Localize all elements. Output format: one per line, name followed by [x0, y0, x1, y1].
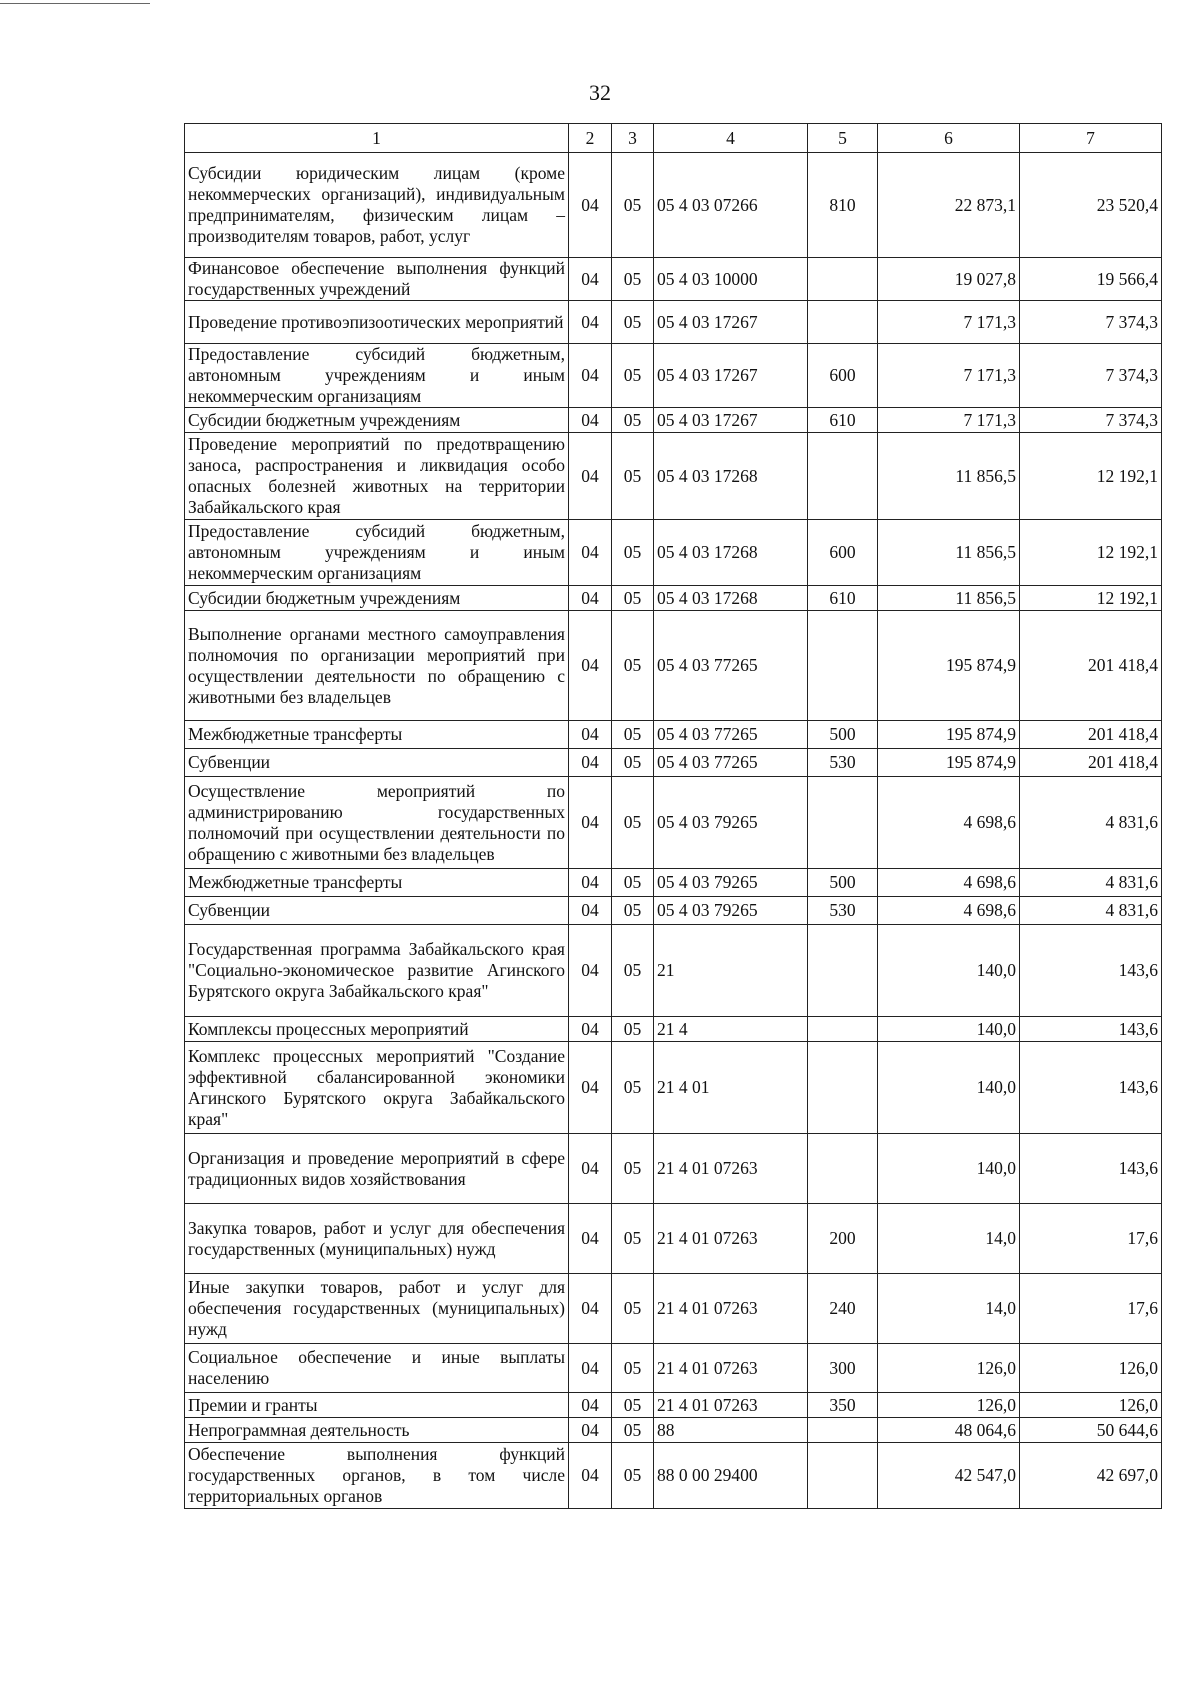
target-article-cell: 05 4 03 17268	[654, 433, 808, 520]
row-name-cell: Закупка товаров, работ и услуг для обеспечения государственных (муниципальных) нужд	[185, 1204, 569, 1274]
expense-type-cell	[808, 777, 878, 869]
amount-year1-cell: 126,0	[878, 1393, 1020, 1418]
table-row	[185, 301, 1162, 344]
table-row	[185, 586, 1162, 611]
page-number: 32	[589, 80, 611, 105]
amount-year1-cell: 4 698,6	[878, 777, 1020, 869]
header-col-6: 6	[878, 124, 1020, 153]
section-cell: 04	[569, 1204, 612, 1274]
amount-year1-cell: 48 064,6	[878, 1418, 1020, 1443]
subsection-cell: 05	[612, 153, 654, 258]
expense-type-cell	[808, 1042, 878, 1134]
row-name-cell: Субсидии бюджетным учреждениям	[185, 586, 569, 611]
expense-type-cell	[808, 1017, 878, 1042]
section-cell: 04	[569, 520, 612, 586]
expense-type-cell	[808, 925, 878, 1017]
table-row	[185, 258, 1162, 301]
target-article-cell: 88	[654, 1418, 808, 1443]
amount-year2-cell: 126,0	[1020, 1393, 1162, 1418]
expense-type-cell	[808, 1443, 878, 1509]
expense-type-cell: 530	[808, 897, 878, 925]
row-name-cell: Государственная программа Забайкальского края "Социально-экономическое развитие Агинского Бурятского округа Забайкальского края"	[185, 925, 569, 1017]
subsection-cell: 05	[612, 258, 654, 301]
row-name-cell: Обеспечение выполнения функций государственных органов, в том числе территориальных органов	[185, 1443, 569, 1509]
table-row	[185, 611, 1162, 721]
section-cell: 04	[569, 408, 612, 433]
amount-year1-cell: 11 856,5	[878, 520, 1020, 586]
target-article-cell: 05 4 03 17268	[654, 586, 808, 611]
target-article-cell: 05 4 03 10000	[654, 258, 808, 301]
table-row	[185, 1204, 1162, 1274]
section-cell: 04	[569, 1017, 612, 1042]
row-name-cell: Финансовое обеспечение выполнения функций государственных учреждений	[185, 258, 569, 301]
amount-year2-cell: 4 831,6	[1020, 869, 1162, 897]
subsection-cell: 05	[612, 433, 654, 520]
expense-type-cell: 200	[808, 1204, 878, 1274]
expense-type-cell	[808, 1418, 878, 1443]
table-row	[185, 1274, 1162, 1344]
subsection-cell: 05	[612, 897, 654, 925]
amount-year2-cell: 7 374,3	[1020, 301, 1162, 344]
subsection-cell: 05	[612, 1344, 654, 1393]
expense-type-cell: 500	[808, 721, 878, 749]
amount-year1-cell: 14,0	[878, 1274, 1020, 1344]
table-row	[185, 925, 1162, 1017]
section-cell: 04	[569, 777, 612, 869]
target-article-cell: 05 4 03 79265	[654, 897, 808, 925]
section-cell: 04	[569, 586, 612, 611]
row-name-cell: Межбюджетные трансферты	[185, 721, 569, 749]
amount-year1-cell: 11 856,5	[878, 433, 1020, 520]
amount-year2-cell: 4 831,6	[1020, 777, 1162, 869]
expense-type-cell: 610	[808, 408, 878, 433]
expense-type-cell: 810	[808, 153, 878, 258]
target-article-cell: 21	[654, 925, 808, 1017]
table-row	[185, 1042, 1162, 1134]
expense-type-cell	[808, 1134, 878, 1204]
header-col-2: 2	[569, 124, 612, 153]
section-cell: 04	[569, 153, 612, 258]
budget-table	[184, 123, 1162, 1509]
table-row	[185, 1393, 1162, 1418]
amount-year1-cell: 140,0	[878, 1017, 1020, 1042]
subsection-cell: 05	[612, 869, 654, 897]
amount-year2-cell: 143,6	[1020, 1042, 1162, 1134]
amount-year1-cell: 126,0	[878, 1344, 1020, 1393]
row-name-cell: Иные закупки товаров, работ и услуг для обеспечения государственных (муниципальных) нужд	[185, 1274, 569, 1344]
amount-year1-cell: 4 698,6	[878, 869, 1020, 897]
target-article-cell: 05 4 03 77265	[654, 749, 808, 777]
row-name-cell: Субсидии бюджетным учреждениям	[185, 408, 569, 433]
header-col-3: 3	[612, 124, 654, 153]
header-col-5: 5	[808, 124, 878, 153]
expense-type-cell: 500	[808, 869, 878, 897]
row-name-cell: Предоставление субсидий бюджетным, автономным учреждениям и иным некоммерческим организациям	[185, 344, 569, 408]
subsection-cell: 05	[612, 1393, 654, 1418]
target-article-cell: 21 4 01 07263	[654, 1344, 808, 1393]
amount-year1-cell: 42 547,0	[878, 1443, 1020, 1509]
row-name-cell: Субсидии юридическим лицам (кроме некоммерческих организаций), индивидуальным предпринимателям, физическим лицам – производителям товаров, работ, услуг	[185, 153, 569, 258]
header-col-7: 7	[1020, 124, 1162, 153]
expense-type-cell	[808, 258, 878, 301]
subsection-cell: 05	[612, 721, 654, 749]
table-row	[185, 1344, 1162, 1393]
section-cell: 04	[569, 1134, 612, 1204]
table-row	[185, 433, 1162, 520]
amount-year2-cell: 12 192,1	[1020, 520, 1162, 586]
row-name-cell: Комплексы процессных мероприятий	[185, 1017, 569, 1042]
amount-year1-cell: 19 027,8	[878, 258, 1020, 301]
table-row	[185, 721, 1162, 749]
row-name-cell: Премии и гранты	[185, 1393, 569, 1418]
amount-year1-cell: 7 171,3	[878, 408, 1020, 433]
table-row	[185, 153, 1162, 258]
header-row	[185, 124, 1162, 153]
section-cell: 04	[569, 433, 612, 520]
amount-year2-cell: 50 644,6	[1020, 1418, 1162, 1443]
amount-year2-cell: 17,6	[1020, 1204, 1162, 1274]
table-row	[185, 869, 1162, 897]
amount-year1-cell: 140,0	[878, 1134, 1020, 1204]
expense-type-cell: 600	[808, 344, 878, 408]
target-article-cell: 21 4 01 07263	[654, 1134, 808, 1204]
table-row	[185, 1017, 1162, 1042]
expense-type-cell: 350	[808, 1393, 878, 1418]
target-article-cell: 88 0 00 29400	[654, 1443, 808, 1509]
section-cell: 04	[569, 869, 612, 897]
amount-year2-cell: 126,0	[1020, 1344, 1162, 1393]
amount-year1-cell: 14,0	[878, 1204, 1020, 1274]
subsection-cell: 05	[612, 1443, 654, 1509]
amount-year1-cell: 195 874,9	[878, 749, 1020, 777]
amount-year1-cell: 7 171,3	[878, 301, 1020, 344]
amount-year1-cell: 7 171,3	[878, 344, 1020, 408]
table-body	[185, 153, 1162, 1509]
amount-year2-cell: 143,6	[1020, 1134, 1162, 1204]
amount-year2-cell: 12 192,1	[1020, 586, 1162, 611]
section-cell: 04	[569, 1418, 612, 1443]
table-row	[185, 1134, 1162, 1204]
subsection-cell: 05	[612, 1017, 654, 1042]
table-row	[185, 520, 1162, 586]
target-article-cell: 05 4 03 77265	[654, 611, 808, 721]
target-article-cell: 05 4 03 17267	[654, 301, 808, 344]
row-name-cell: Предоставление субсидий бюджетным, автономным учреждениям и иным некоммерческим организациям	[185, 520, 569, 586]
expense-type-cell	[808, 433, 878, 520]
amount-year2-cell: 201 418,4	[1020, 749, 1162, 777]
row-name-cell: Организация и проведение мероприятий в сфере традиционных видов хозяйствования	[185, 1134, 569, 1204]
section-cell: 04	[569, 897, 612, 925]
subsection-cell: 05	[612, 408, 654, 433]
target-article-cell: 21 4 01 07263	[654, 1274, 808, 1344]
subsection-cell: 05	[612, 1134, 654, 1204]
subsection-cell: 05	[612, 1274, 654, 1344]
target-article-cell: 21 4	[654, 1017, 808, 1042]
subsection-cell: 05	[612, 777, 654, 869]
subsection-cell: 05	[612, 1418, 654, 1443]
subsection-cell: 05	[612, 1204, 654, 1274]
row-name-cell: Проведение противоэпизоотических мероприятий	[185, 301, 569, 344]
header-col-4: 4	[654, 124, 808, 153]
target-article-cell: 05 4 03 79265	[654, 777, 808, 869]
table-row	[185, 344, 1162, 408]
table-row	[185, 897, 1162, 925]
expense-type-cell: 530	[808, 749, 878, 777]
row-name-cell: Непрограммная деятельность	[185, 1418, 569, 1443]
expense-type-cell: 240	[808, 1274, 878, 1344]
subsection-cell: 05	[612, 925, 654, 1017]
expense-type-cell	[808, 301, 878, 344]
section-cell: 04	[569, 1344, 612, 1393]
target-article-cell: 05 4 03 79265	[654, 869, 808, 897]
subsection-cell: 05	[612, 611, 654, 721]
section-cell: 04	[569, 258, 612, 301]
table-row	[185, 777, 1162, 869]
amount-year2-cell: 12 192,1	[1020, 433, 1162, 520]
amount-year2-cell: 23 520,4	[1020, 153, 1162, 258]
row-name-cell: Социальное обеспечение и иные выплаты населению	[185, 1344, 569, 1393]
target-article-cell: 05 4 03 17267	[654, 344, 808, 408]
subsection-cell: 05	[612, 586, 654, 611]
amount-year2-cell: 201 418,4	[1020, 611, 1162, 721]
table-row	[185, 749, 1162, 777]
section-cell: 04	[569, 925, 612, 1017]
target-article-cell: 05 4 03 17267	[654, 408, 808, 433]
amount-year2-cell: 19 566,4	[1020, 258, 1162, 301]
amount-year2-cell: 4 831,6	[1020, 897, 1162, 925]
amount-year1-cell: 22 873,1	[878, 153, 1020, 258]
amount-year2-cell: 7 374,3	[1020, 408, 1162, 433]
row-name-cell: Осуществление мероприятий по администрированию государственных полномочий при осуществлении деятельности по обращению с животными без владельцев	[185, 777, 569, 869]
expense-type-cell: 300	[808, 1344, 878, 1393]
amount-year1-cell: 4 698,6	[878, 897, 1020, 925]
section-cell: 04	[569, 749, 612, 777]
top-rule	[0, 3, 150, 4]
row-name-cell: Проведение мероприятий по предотвращению заноса, распространения и ликвидация особо опасных болезней животных на территории Забайкальского края	[185, 433, 569, 520]
subsection-cell: 05	[612, 749, 654, 777]
row-name-cell: Субвенции	[185, 897, 569, 925]
target-article-cell: 05 4 03 17268	[654, 520, 808, 586]
section-cell: 04	[569, 1443, 612, 1509]
subsection-cell: 05	[612, 520, 654, 586]
section-cell: 04	[569, 301, 612, 344]
section-cell: 04	[569, 611, 612, 721]
amount-year1-cell: 195 874,9	[878, 611, 1020, 721]
target-article-cell: 21 4 01	[654, 1042, 808, 1134]
section-cell: 04	[569, 1042, 612, 1134]
section-cell: 04	[569, 721, 612, 749]
amount-year1-cell: 140,0	[878, 1042, 1020, 1134]
subsection-cell: 05	[612, 1042, 654, 1134]
amount-year1-cell: 140,0	[878, 925, 1020, 1017]
header-col-1: 1	[185, 124, 569, 153]
expense-type-cell: 600	[808, 520, 878, 586]
row-name-cell: Субвенции	[185, 749, 569, 777]
row-name-cell: Выполнение органами местного самоуправления полномочия по организации мероприятий при осуществлении деятельности по обращению с животными без владельцев	[185, 611, 569, 721]
amount-year2-cell: 17,6	[1020, 1274, 1162, 1344]
amount-year1-cell: 195 874,9	[878, 721, 1020, 749]
amount-year1-cell: 11 856,5	[878, 586, 1020, 611]
table-row	[185, 1443, 1162, 1509]
expense-type-cell	[808, 611, 878, 721]
row-name-cell: Межбюджетные трансферты	[185, 869, 569, 897]
target-article-cell: 05 4 03 07266	[654, 153, 808, 258]
table-row	[185, 408, 1162, 433]
amount-year2-cell: 143,6	[1020, 925, 1162, 1017]
expense-type-cell: 610	[808, 586, 878, 611]
target-article-cell: 21 4 01 07263	[654, 1204, 808, 1274]
amount-year2-cell: 201 418,4	[1020, 721, 1162, 749]
amount-year2-cell: 7 374,3	[1020, 344, 1162, 408]
table-row	[185, 1418, 1162, 1443]
row-name-cell: Комплекс процессных мероприятий "Создание эффективной сбалансированной экономики Агинского Бурятского округа Забайкальского края"	[185, 1042, 569, 1134]
amount-year2-cell: 143,6	[1020, 1017, 1162, 1042]
subsection-cell: 05	[612, 344, 654, 408]
target-article-cell: 05 4 03 77265	[654, 721, 808, 749]
target-article-cell: 21 4 01 07263	[654, 1393, 808, 1418]
section-cell: 04	[569, 344, 612, 408]
section-cell: 04	[569, 1393, 612, 1418]
amount-year2-cell: 42 697,0	[1020, 1443, 1162, 1509]
section-cell: 04	[569, 1274, 612, 1344]
subsection-cell: 05	[612, 301, 654, 344]
